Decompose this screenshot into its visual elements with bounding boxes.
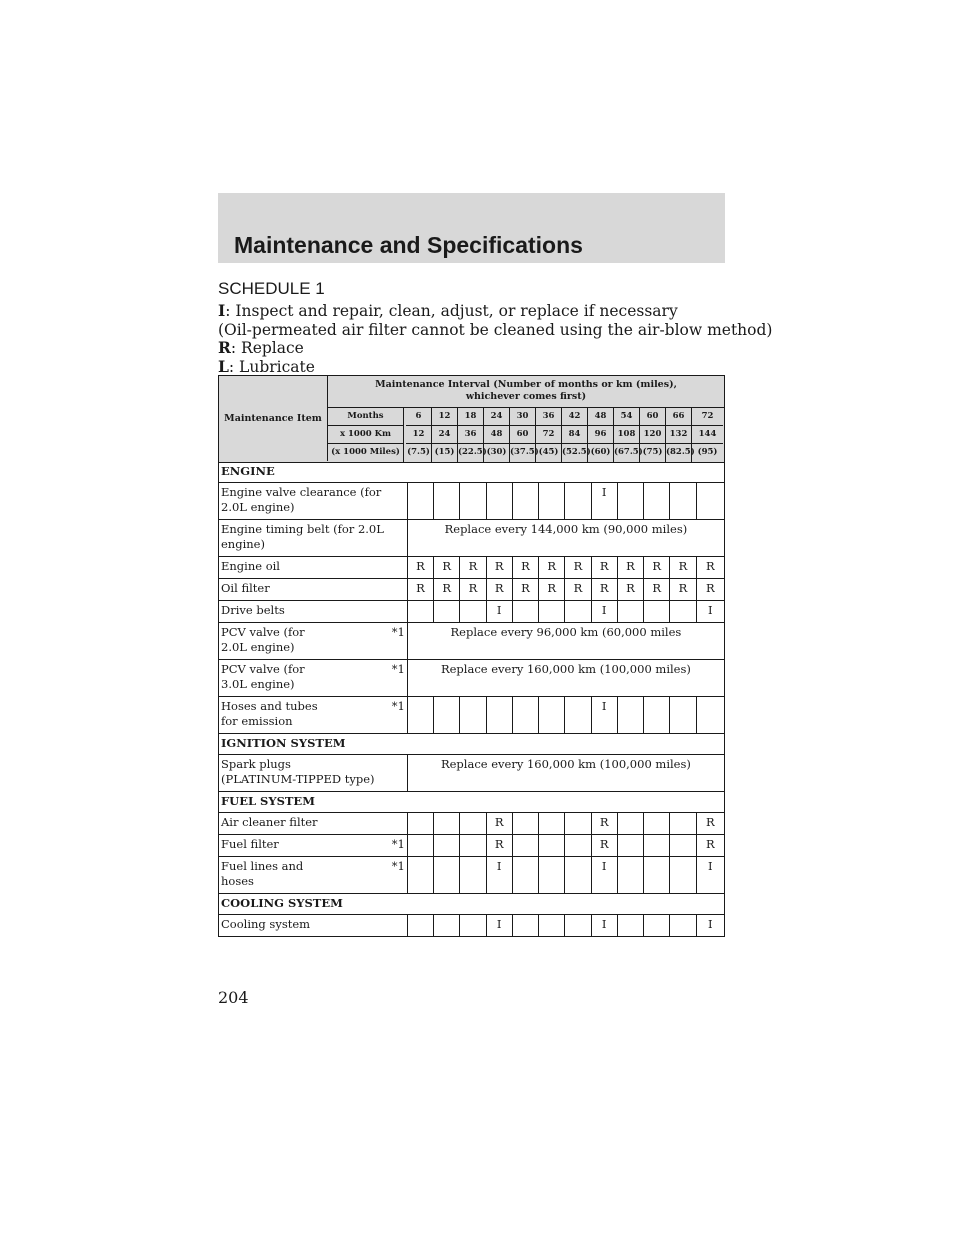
maintenance-item [219,813,408,835]
table-row [219,520,725,557]
interval-cell [460,697,486,734]
months-row-cell: 30 [510,408,536,426]
months-row-cell: 60 [640,408,666,426]
item-note: *1 [391,859,405,873]
item-line [221,625,405,640]
interval-cell [434,813,460,835]
km-row-cell: 108 [614,426,640,444]
months-row-cell: 72 [692,408,723,426]
maintenance-item [219,623,408,660]
interval-cell: R [539,557,565,579]
item-line [221,859,405,874]
item-line [221,485,405,500]
maintenance-item [219,857,408,894]
table-row [219,579,725,601]
interval-cell: I [486,915,512,937]
interval-cell [565,915,591,937]
interval-cell [565,835,591,857]
interval-cell [617,857,643,894]
months-row-cell: 42 [562,408,588,426]
table-row [219,915,725,937]
interval-header-line2: whichever comes first) [465,391,587,402]
months-row-cell: 12 [432,408,458,426]
item-name-line2: (PLATINUM-TIPPED type) [221,772,375,786]
km-row-cell: 96 [588,426,614,444]
interval-cell [670,483,696,520]
months-row-cell: 18 [458,408,484,426]
interval-cell: I [591,697,617,734]
km-row-cell: 144 [692,426,723,444]
item-line [221,662,405,677]
table-row [219,623,725,660]
months-row-cell: 36 [536,408,562,426]
interval-cell [512,601,538,623]
km-row-cell: 120 [640,426,666,444]
interval-cell: R [460,579,486,601]
interval-cell [617,835,643,857]
interval-cell [644,915,670,937]
interval-cell: R [617,557,643,579]
interval-header-line1: Maintenance Interval (Number of months or km (miles), [375,379,677,390]
interval-cell [460,813,486,835]
interval-cell [512,813,538,835]
interval-cell [565,857,591,894]
section-row [219,462,725,483]
miles-row-cell: (60) [588,444,614,462]
interval-cell: R [434,557,460,579]
interval-cell: R [486,813,512,835]
section-title: ENGINE [219,462,725,483]
interval-cell: R [486,557,512,579]
item-line [221,815,405,830]
interval-cell [460,483,486,520]
interval-cell: R [407,579,433,601]
interval-cell: R [512,557,538,579]
interval-cell [565,813,591,835]
page-section-title: Maintenance and Specifications [234,232,583,258]
interval-cell [512,835,538,857]
km-row-cell: 48 [484,426,510,444]
interval-cell: R [591,579,617,601]
interval-cell [644,813,670,835]
interval-cell: I [696,857,724,894]
interval-cell [539,915,565,937]
interval-cell: I [591,601,617,623]
section-row [219,734,725,755]
interval-cell [644,697,670,734]
item-line [221,522,405,537]
item-name: Engine oil [221,559,280,573]
interval-cell [644,857,670,894]
item-name: Spark plugs [221,757,291,771]
maintenance-item [219,579,408,601]
miles-row-cell: (30) [484,444,510,462]
item-line [221,559,405,574]
interval-cell [460,915,486,937]
miles-row-cell: (75) [640,444,666,462]
interval-cell: R [486,835,512,857]
interval-cell: R [591,557,617,579]
table-row [219,813,725,835]
legend-text: : Lubricate [228,357,315,376]
table-row [219,660,725,697]
interval-cell: R [486,579,512,601]
interval-cell [512,697,538,734]
legend-item [218,302,772,321]
section-title: IGNITION SYSTEM [219,734,725,755]
interval-cell [407,601,433,623]
table-row [219,755,725,792]
table-row [219,483,725,520]
interval-cell [644,835,670,857]
interval-cell: R [407,557,433,579]
interval-cell [460,601,486,623]
interval-cell: R [696,557,724,579]
months-row-label: Months [328,408,404,426]
interval-span-text: Replace every 160,000 km (100,000 miles) [407,660,724,697]
item-line [221,603,405,618]
maintenance-item [219,660,408,697]
miles-row-cell: (82.5) [666,444,692,462]
item-name-line2: 3.0L engine) [221,677,295,691]
interval-cell [539,483,565,520]
schedule-title: SCHEDULE 1 [218,279,325,298]
interval-cell: I [486,857,512,894]
interval-cell: I [486,601,512,623]
interval-cell [670,813,696,835]
item-name-line2: 2.0L engine) [221,500,295,514]
interval-cell [407,915,433,937]
interval-cell [539,857,565,894]
miles-row-cell: (37.5) [510,444,536,462]
interval-cell: R [644,579,670,601]
item-name: Drive belts [221,603,285,617]
interval-cell [644,483,670,520]
maintenance-item [219,835,408,857]
interval-cell [670,835,696,857]
interval-cell [486,483,512,520]
interval-cell [670,857,696,894]
interval-cell [486,697,512,734]
interval-cell [434,483,460,520]
months-row-cell: 66 [666,408,692,426]
table-row [219,835,725,857]
section-title: FUEL SYSTEM [219,792,725,813]
legend-text: (Oil-permeated air filter cannot be cleaned using the air-blow method) [218,320,773,339]
km-row-cell: 24 [432,426,458,444]
table-row [219,601,725,623]
interval-header [328,376,724,408]
table-row [219,857,725,894]
item-note: *1 [391,625,405,639]
item-name: Oil filter [221,581,270,595]
interval-cell [460,835,486,857]
interval-cell [696,697,724,734]
km-row-cell: 36 [458,426,484,444]
item-header: Maintenance Item [219,376,328,461]
interval-cell [565,601,591,623]
months-row-cell: 54 [614,408,640,426]
interval-cell [512,857,538,894]
item-line [221,699,405,714]
interval-cell: R [670,579,696,601]
miles-row-cell: (67.5) [614,444,640,462]
item-name: PCV valve (for [221,662,305,676]
legend [218,302,772,376]
interval-cell [539,697,565,734]
item-note: *1 [391,699,405,713]
section-title: COOLING SYSTEM [219,894,725,915]
item-name-line2: 2.0L engine) [221,640,295,654]
interval-cell [434,915,460,937]
km-row-cell: 132 [666,426,692,444]
item-note: *1 [391,837,405,851]
interval-cell [670,697,696,734]
interval-span-text: Replace every 160,000 km (100,000 miles) [407,755,724,792]
interval-cell: R [434,579,460,601]
interval-cell [617,483,643,520]
item-line [221,757,405,772]
interval-cell [696,483,724,520]
interval-cell [617,601,643,623]
interval-cell: R [591,835,617,857]
interval-cell [644,601,670,623]
maintenance-schedule-table [218,461,725,937]
item-name: Engine timing belt (for 2.0L [221,522,384,536]
km-row-cell: 72 [536,426,562,444]
schedule-header [218,375,725,463]
interval-cell [407,857,433,894]
miles-row-label: (x 1000 Miles) [328,444,404,462]
interval-cell [565,483,591,520]
interval-cell [512,915,538,937]
interval-cell [407,813,433,835]
months-row-cell: 6 [406,408,432,426]
interval-cell: R [644,557,670,579]
miles-row-cell: (52.5) [562,444,588,462]
months-row-cell: 48 [588,408,614,426]
interval-cell: R [539,579,565,601]
item-note: *1 [391,662,405,676]
miles-row-cell: (95) [697,447,718,457]
interval-cell [617,813,643,835]
interval-span-text: Replace every 96,000 km (60,000 miles [407,623,724,660]
interval-cell [434,601,460,623]
interval-cell [565,697,591,734]
item-name: Hoses and tubes [221,699,318,713]
item-name-line2: hoses [221,874,254,888]
miles-row-cell: (45) [536,444,562,462]
item-name: Air cleaner filter [221,815,318,829]
interval-cell [460,857,486,894]
legend-text: : Replace [230,339,304,357]
interval-cell [539,813,565,835]
km-row-label: x 1000 Km [328,426,404,444]
item-name: Fuel filter [221,837,279,851]
interval-cell [539,835,565,857]
interval-cell [617,915,643,937]
km-row-cell: 84 [562,426,588,444]
miles-row-cell: (7.5) [406,444,432,462]
maintenance-item [219,520,408,557]
interval-cell [434,835,460,857]
legend-item [218,321,772,340]
maintenance-item [219,601,408,623]
section-row [219,894,725,915]
item-name-line2: engine) [221,537,265,551]
section-row [219,792,725,813]
interval-cell [512,483,538,520]
interval-cell: I [696,601,724,623]
interval-cell: I [591,915,617,937]
item-name: Engine valve clearance (for [221,485,382,499]
interval-cell [670,915,696,937]
item-line [221,581,405,596]
item-line [221,837,405,852]
maintenance-item [219,557,408,579]
interval-cell: I [591,857,617,894]
interval-cell [617,697,643,734]
table-row [219,697,725,734]
interval-cell [407,835,433,857]
interval-cell: R [696,835,724,857]
months-row-cell: 24 [484,408,510,426]
interval-cell [434,857,460,894]
maintenance-item [219,697,408,734]
interval-cell [434,697,460,734]
maintenance-item [219,755,408,792]
item-name: PCV valve (for [221,625,305,639]
legend-key: I [218,301,226,320]
item-line [221,917,405,932]
interval-cell: R [591,813,617,835]
table-row [219,557,725,579]
interval-cell: I [696,915,724,937]
interval-cell: R [565,579,591,601]
interval-cell: I [591,483,617,520]
km-row-cell: 12 [406,426,432,444]
km-row-cell: 60 [510,426,536,444]
interval-cell: R [617,579,643,601]
item-name-line2: for emission [221,714,293,728]
interval-cell [539,601,565,623]
maintenance-item [219,915,408,937]
interval-cell: R [696,813,724,835]
legend-key: L [218,356,229,376]
miles-row-cell: (22.5) [458,444,484,462]
interval-cell: R [460,557,486,579]
interval-cell [407,697,433,734]
interval-cell: R [565,557,591,579]
interval-span-text: Replace every 144,000 km (90,000 miles) [407,520,724,557]
interval-cell [670,601,696,623]
item-name: Fuel lines and [221,859,304,873]
legend-key: R [218,338,231,357]
legend-item [218,358,772,377]
interval-cell [407,483,433,520]
interval-cell: R [670,557,696,579]
interval-cell: R [696,579,724,601]
item-name: Cooling system [221,917,311,931]
legend-text: : Inspect and repair, clean, adjust, or replace if necessary [225,302,678,320]
interval-cell: R [512,579,538,601]
miles-row-cell: (15) [432,444,458,462]
legend-item [218,339,772,358]
page-number: 204 [218,988,249,1007]
maintenance-item [219,483,408,520]
